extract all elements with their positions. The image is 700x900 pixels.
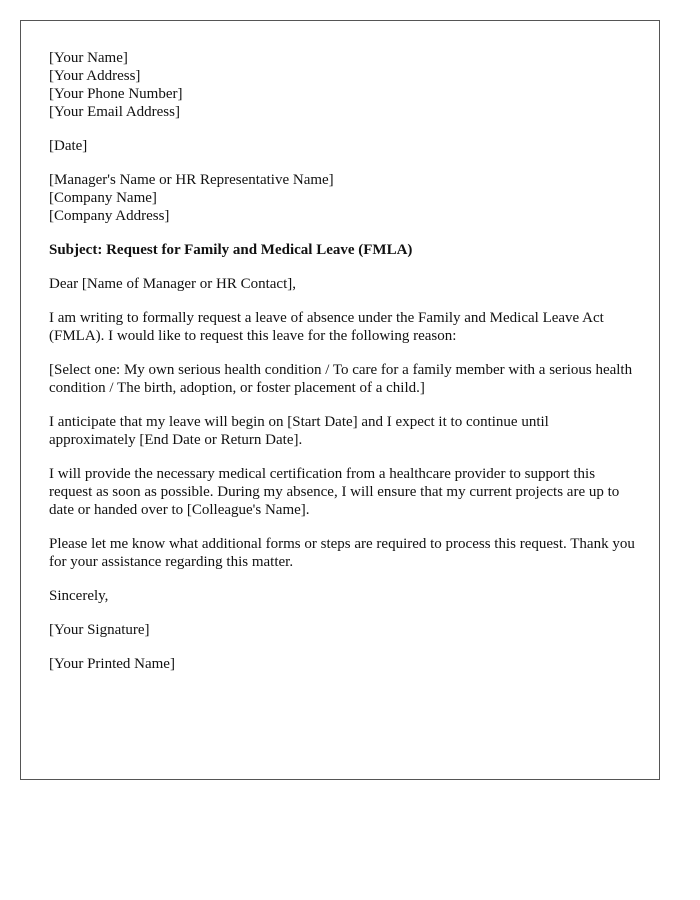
letter-subject: Subject: Request for Family and Medical Leave (FMLA)	[49, 242, 413, 258]
sender-name: [Your Name]	[49, 50, 128, 66]
body-paragraph-3: I anticipate that my leave will begin on [Start Date] and I expect it to continue until approximately [End Date or Return Date].	[49, 414, 549, 448]
body-paragraph-1: I am writing to formally request a leave of absence under the Family and Medical Leave Act (FMLA). I would like to request this leave for the following reason:	[49, 310, 604, 344]
sender-block	[49, 49, 639, 121]
signature-placeholder: [Your Signature]	[49, 622, 150, 638]
recipient-name: [Manager's Name or HR Representative Name]	[49, 172, 334, 188]
recipient-block	[49, 171, 639, 225]
letter-page	[20, 20, 660, 780]
printed-name-placeholder: [Your Printed Name]	[49, 656, 175, 672]
body-paragraph-5: Please let me know what additional forms or steps are required to process this request. Thank you for your assistance regarding this matter.	[49, 536, 635, 570]
body-paragraph-2: [Select one: My own serious health condition / To care for a family member with a serious health condition / The birth, adoption, or foster placement of a child.]	[49, 362, 633, 396]
recipient-address: [Company Address]	[49, 208, 170, 224]
closing: Sincerely,	[49, 588, 109, 604]
body-paragraph-4: I will provide the necessary medical certification from a healthcare provider to support this request as soon as possible. During my absence, I will ensure that my current projects are up to date or handed over to [Colleague's Name].	[49, 466, 620, 518]
letter-date: [Date]	[49, 138, 88, 154]
sender-phone: [Your Phone Number]	[49, 86, 183, 102]
salutation: Dear [Name of Manager or HR Contact],	[49, 276, 296, 292]
sender-email: [Your Email Address]	[49, 104, 180, 120]
letter-content	[49, 49, 639, 689]
sender-address: [Your Address]	[49, 68, 141, 84]
recipient-company: [Company Name]	[49, 190, 157, 206]
